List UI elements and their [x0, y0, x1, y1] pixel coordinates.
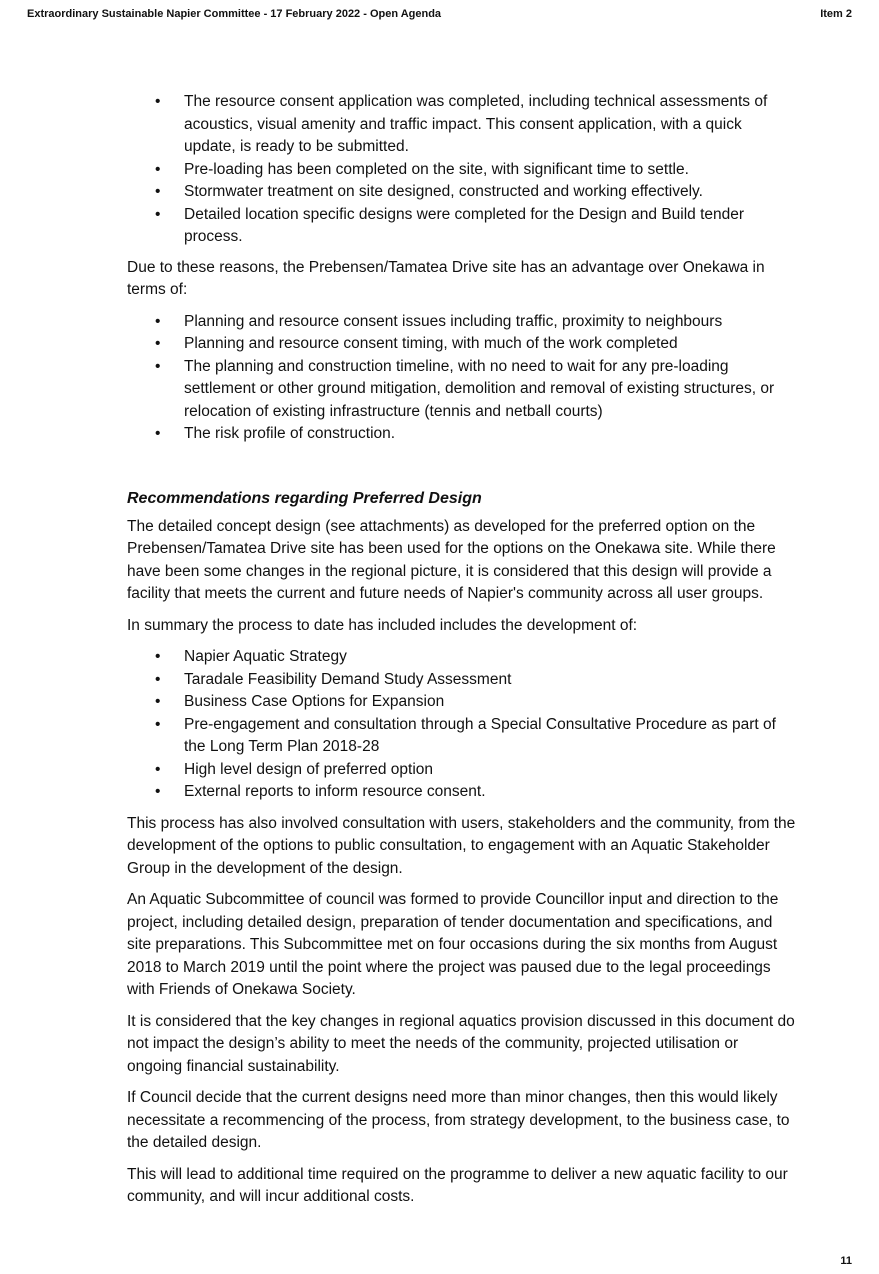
agenda-title: Extraordinary Sustainable Napier Committee - 17 February 2022 - Open Agenda [27, 8, 442, 20]
document-body [127, 91, 797, 1218]
section-heading: Recommendations regarding Preferred Design [127, 489, 482, 507]
paragraph-process-summary: In summary the process to date has included includes the development of: [127, 616, 638, 634]
list-item: • Pre-engagement and consultation through a Special Consultative Procedure as part of the Long Term Plan 2018-28 [184, 714, 797, 759]
list-item: • The resource consent application was completed, including technical assessments of acoustics, visual amenity and traffic impact. This consent application, with a quick update, is ready to be submitted. [184, 91, 797, 159]
list-item: • The risk profile of construction. [184, 423, 797, 446]
paragraph-subcommittee: An Aquatic Subcommittee of council was formed to provide Councillor input and direction to the project, including detailed design, preparation of tender documentation and specifications, and site preparations. This Subcommittee met on four occasions during the six months from August 2018 to March 2019 until the point where the project was paused due to the legal proceedings with Friends of Onekawa Society. [127, 891, 779, 998]
advantages-list [127, 311, 797, 446]
list-item: • High level design of preferred option [184, 759, 797, 782]
site-status-list [127, 91, 797, 249]
list-item: • The planning and construction timeline, with no need to wait for any pre-loading settlement or other ground mitigation, demolition and removal of existing structures, or relocation of existing infrastructure (tennis and netball courts) [184, 356, 797, 424]
paragraph-additional-costs: This will lead to additional time required on the programme to deliver a new aquatic facility to our community, and will incur additional costs. [127, 1165, 788, 1205]
list-item: • Napier Aquatic Strategy [184, 646, 797, 669]
page-header [27, 8, 852, 22]
paragraph-consultation: This process has also involved consultation with users, stakeholders and the community, from the development of the options to public consultation, to engagement with an Aquatic Stakeholder Group in the development of the design. [127, 814, 796, 877]
list-item: • Pre-loading has been completed on the site, with significant time to settle. [184, 159, 797, 182]
page-number: 11 [840, 1255, 852, 1267]
paragraph-concept-design: The detailed concept design (see attachments) as developed for the preferred option on the Prebensen/Tamatea Drive site has been used for the options on the Onekawa site. While there have been some changes in the regional picture, it is considered that this design will provide a facility that meets the current and future needs of Napier's community across all user groups. [127, 517, 776, 602]
list-item: • External reports to inform resource consent. [184, 781, 797, 804]
paragraph-advantages-intro: Due to these reasons, the Prebensen/Tamatea Drive site has an advantage over Onekawa in terms of: [127, 258, 765, 298]
item-label: Item 2 [820, 8, 852, 20]
list-item: • Planning and resource consent issues including traffic, proximity to neighbours [184, 311, 797, 334]
process-list [127, 646, 797, 804]
paragraph-design-ability: It is considered that the key changes in regional aquatics provision discussed in this document do not impact the design’s ability to meet the needs of the community, projected utilisation or ongoing financial sustainability. [127, 1012, 795, 1075]
paragraph-design-changes: If Council decide that the current designs need more than minor changes, then this would likely necessitate a recommencing of the process, from strategy development, to the business case, to the detailed design. [127, 1089, 790, 1151]
list-item: • Taradale Feasibility Demand Study Assessment [184, 669, 797, 692]
list-item: • Business Case Options for Expansion [184, 691, 797, 714]
list-item: • Stormwater treatment on site designed, constructed and working effectively. [184, 181, 797, 204]
list-item: • Detailed location specific designs were completed for the Design and Build tender process. [184, 204, 797, 249]
list-item: • Planning and resource consent timing, with much of the work completed [184, 333, 797, 356]
